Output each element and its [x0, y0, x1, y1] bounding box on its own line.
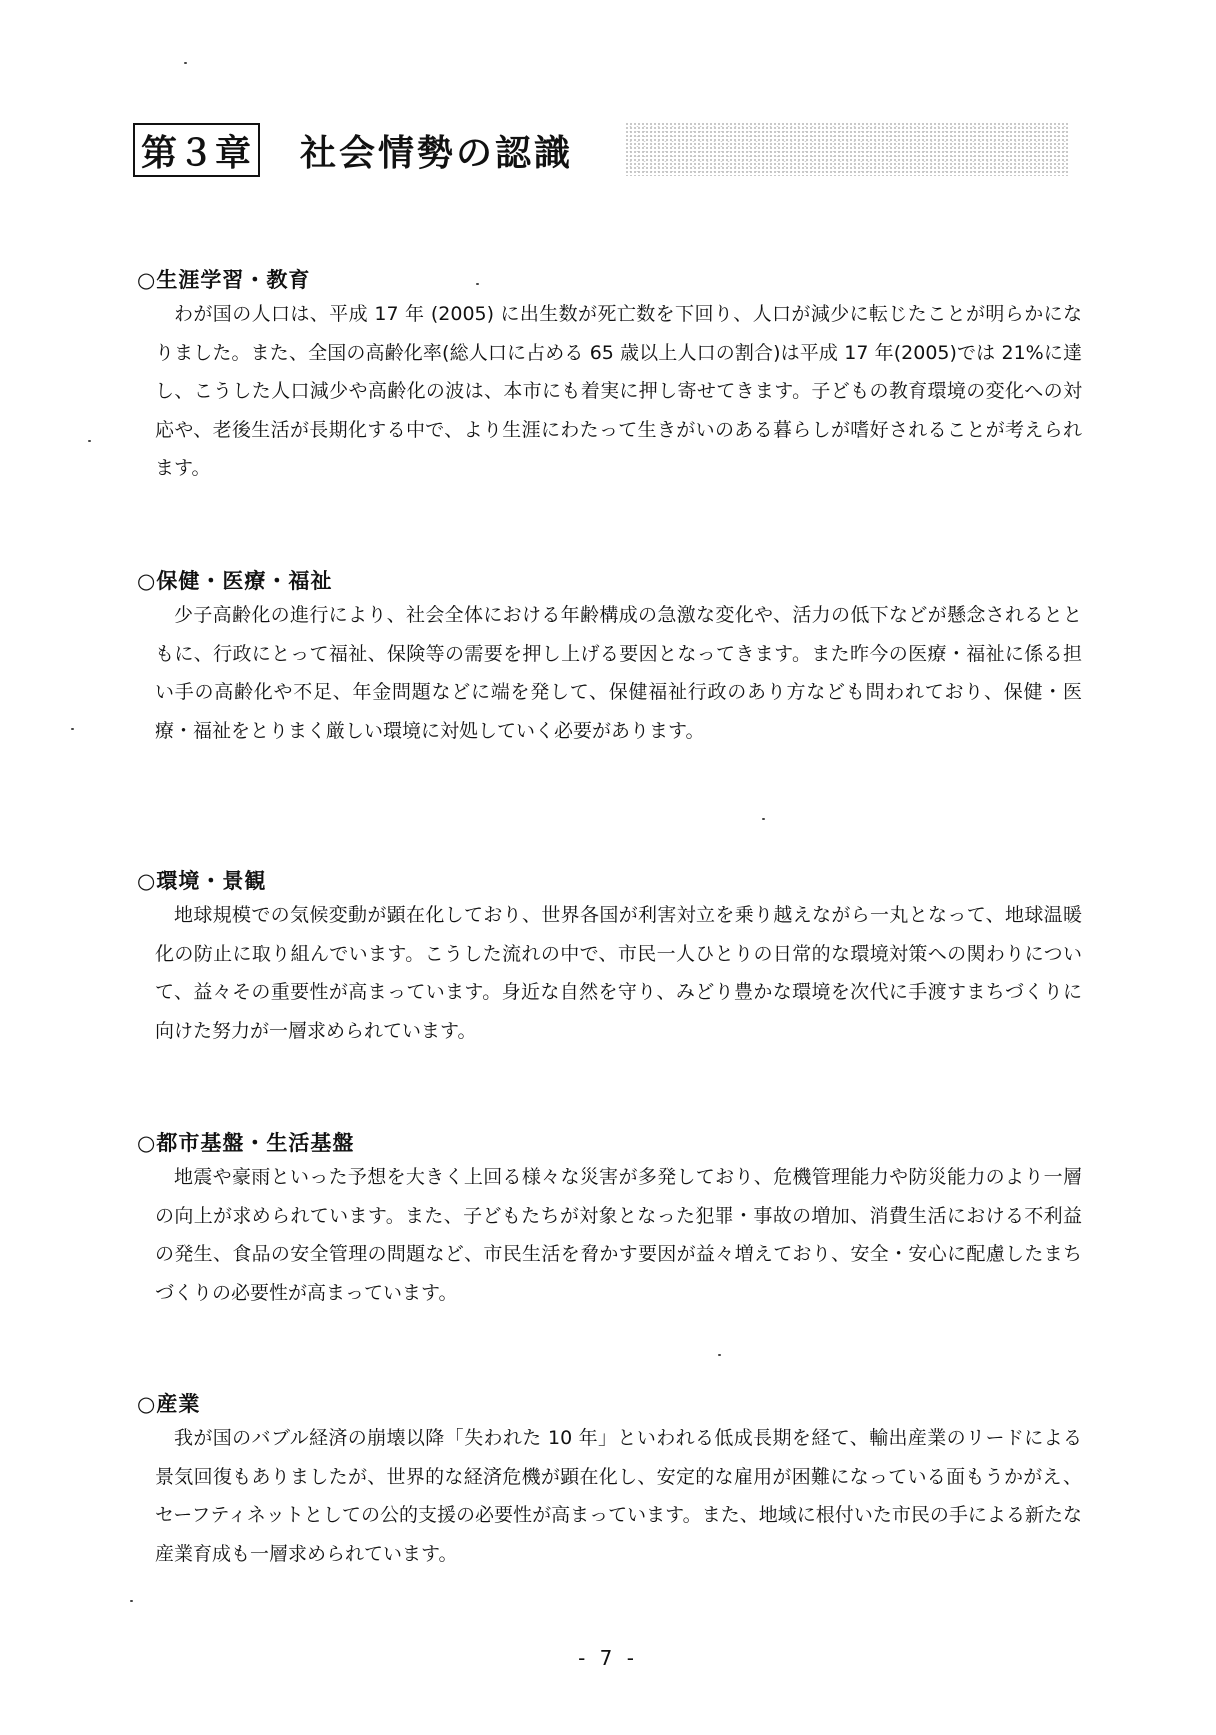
- page-number: - 7 -: [578, 1646, 638, 1670]
- scan-speck: [718, 1354, 721, 1356]
- section-body: 地震や豪雨といった予想を大きく上回る様々な災害が多発しており、危機管理能力や防災能力のより一層の向上が求められています。また、子どもたちが対象となった犯罪・事故の増加、消費生活における不利益の発生、食品の安全管理の問題など、市民生活を脅かす要因が益々増えており、安全・安心に配慮したまちづくりの必要性が高まっています。: [155, 1166, 1082, 1304]
- scan-speck: [88, 440, 91, 442]
- section-infrastructure: [137, 1128, 1082, 1312]
- section-heading: ○生涯学習・教育: [137, 268, 311, 292]
- section-health-welfare: [137, 566, 1082, 750]
- section-industry: [137, 1389, 1082, 1573]
- section-body: 我が国のバブル経済の崩壊以降「失われた 10 年」といわれる低成長期を経て、輸出産業のリードによる景気回復もありましたが、世界的な経済危機が顕在化し、安定的な雇用が困難になっている面もうかがえ、セーフティネットとしての公的支援の必要性が高まっています。また、地域に根付いた市民の手による新たな産業育成も一層求められています。: [155, 1427, 1082, 1565]
- section-heading: ○保健・医療・福祉: [137, 569, 333, 593]
- section-body: 少子高齢化の進行により、社会全体における年齢構成の急激な変化や、活力の低下などが懸念されるとともに、行政にとって福祉、保険等の需要を押し上げる要因となってきます。また昨今の医療・福祉に係る担い手の高齢化や不足、年金問題などに端を発して、保健福祉行政のあり方なども問われており、保健・医療・福祉をとりまく厳しい環境に対処していく必要があります。: [155, 604, 1082, 742]
- section-environment: [137, 866, 1082, 1050]
- scan-speck: [184, 62, 187, 64]
- section-heading: ○環境・景観: [137, 869, 267, 893]
- scan-speck: [476, 283, 479, 285]
- scan-noise-decoration: [625, 122, 1070, 176]
- chapter-label: 第３章: [133, 123, 260, 177]
- scan-speck: [130, 1600, 133, 1602]
- section-body: 地球規模での気候変動が顕在化しており、世界各国が利害対立を乗り越えながら一丸となって、地球温暖化の防止に取り組んでいます。こうした流れの中で、市民一人ひとりの日常的な環境対策への関わりについて、益々その重要性が高まっています。身近な自然を守り、みどり豊かな環境を次代に手渡すまちづくりに向けた努力が一層求められています。: [155, 904, 1082, 1042]
- section-body: わが国の人口は、平成 17 年 (2005) に出生数が死亡数を下回り、人口が減少に転じたことが明らかになりました。また、全国の高齢化率(総人口に占める 65 歳以上人口の割合)は平成 17 年(2005)では 21%に達し、こうした人口減少や高齢化の波は、本市にも着実に押し寄せてきます。子どもの教育環境の変化への対応や、老後生活が長期化する中で、より生涯にわたって生きがいのある暮らしが嗜好されることが考えられます。: [155, 303, 1082, 480]
- scan-speck: [71, 728, 74, 730]
- section-lifelong-learning: [137, 265, 1082, 488]
- scan-speck: [762, 818, 765, 820]
- chapter-title: 社会情勢の認識: [300, 132, 574, 174]
- section-heading: ○都市基盤・生活基盤: [137, 1131, 355, 1155]
- chapter-header: [133, 122, 573, 178]
- section-heading: ○産業: [137, 1392, 201, 1416]
